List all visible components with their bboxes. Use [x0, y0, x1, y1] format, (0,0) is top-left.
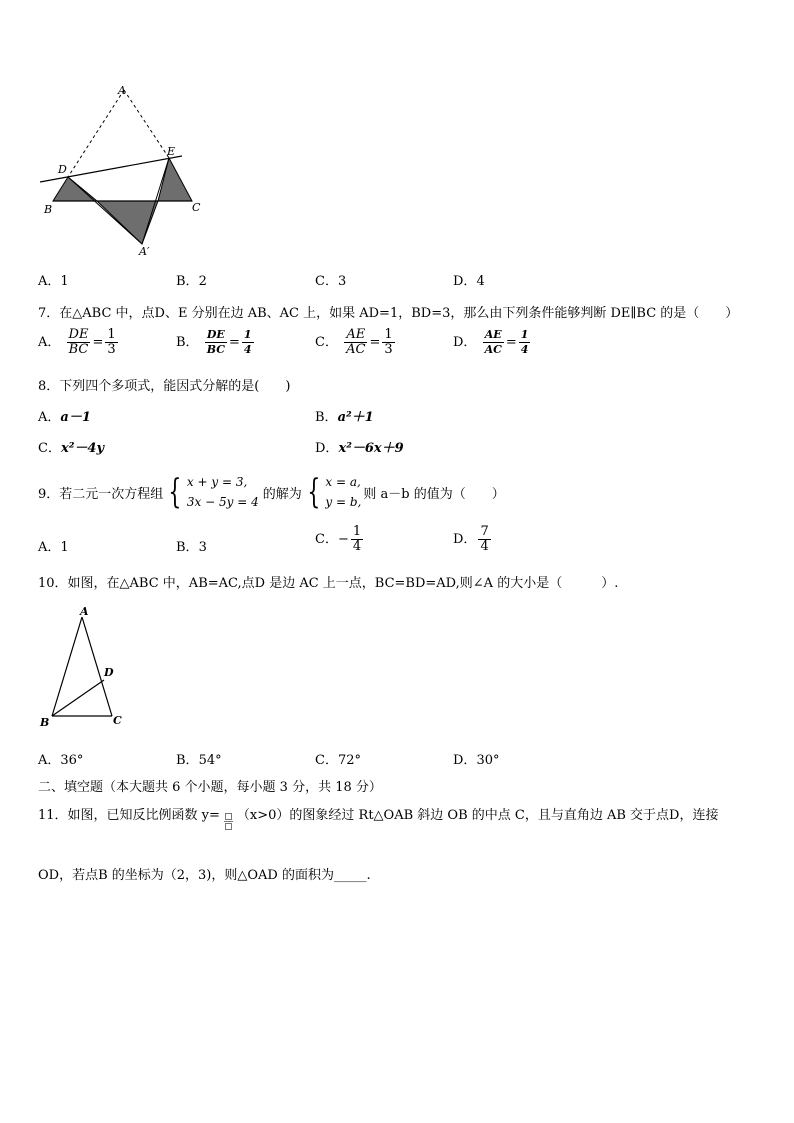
- label-c: C: [192, 201, 201, 214]
- q11-placeholder-fraction: [224, 813, 233, 830]
- label-a: A: [118, 84, 126, 97]
- shaded-triangle-right: [158, 158, 192, 201]
- q6-option-d: D．4: [453, 274, 485, 289]
- section-2-title: 二、填空题（本大题共 6 个小题，每小题 3 分，共 18 分）: [38, 780, 382, 795]
- side-ab: [52, 617, 82, 716]
- q6-option-c: C．3: [315, 274, 347, 289]
- q9-solution: [325, 472, 361, 512]
- placeholder-box-top: [225, 813, 232, 820]
- q11-line-1: [38, 804, 718, 823]
- label-e: E: [167, 145, 176, 158]
- q7-option-d: D． $\frac{AE}{AC}$ = $\frac{1}{4}$: [453, 328, 529, 356]
- q11-line1-a: 11．如图，已知反比例函数 y=: [38, 808, 220, 823]
- figure-q6-svg: [36, 82, 216, 262]
- q8-option-c: C．x²－4y: [38, 441, 104, 456]
- figure-q10: [36, 602, 136, 732]
- figure-q6: [36, 82, 216, 262]
- segment-bd: [52, 680, 104, 716]
- q8-stem: 8．下列四个多项式，能因式分解的是( ): [38, 379, 291, 394]
- placeholder-fraction-bar: [224, 821, 233, 822]
- placeholder-box-bottom: [225, 823, 232, 830]
- q9-mid: 的解为: [262, 486, 302, 502]
- label-b: B: [44, 203, 53, 216]
- q8-option-a: A．a－1: [38, 410, 91, 425]
- q10-stem: 10．如图，在△ABC 中，AB=AC,点D 是边 AC 上一点，BC=BD=AD,则∠A 的大小是（ ）.: [38, 576, 619, 591]
- q7-option-b: B． $\frac{DE}{BC}$ = $\frac{1}{4}$: [176, 328, 252, 356]
- label-a-prime: A′: [139, 245, 150, 258]
- label-a: A: [80, 605, 89, 618]
- q7-option-a: A． $\frac{DE}{BC}$ = $\frac{1}{3}$: [38, 327, 116, 357]
- label-d: D: [58, 163, 67, 176]
- q6-option-a: A．1: [38, 274, 69, 289]
- label-b: B: [40, 716, 50, 729]
- q9-option-c: C．− $\frac{1}{4}$: [315, 524, 362, 554]
- q9-option-a: A．1: [38, 540, 69, 555]
- dashed-ad: [68, 90, 124, 177]
- q8-option-b: B．a²＋1: [315, 410, 374, 425]
- q6-option-b: B．2: [176, 274, 207, 289]
- q9-eq2: 3x − 5y = 4: [186, 495, 259, 509]
- q9-sol1: x = a,: [325, 475, 361, 489]
- q10-option-a: A．36°: [38, 753, 84, 768]
- q9-stem: [38, 470, 505, 514]
- figure-q10-svg: [36, 602, 136, 732]
- q11-line1-b: （x>0）的图象经过 Rt△OAB 斜边 OB 的中点 C，且与直角边 AB 交于点D，连接: [236, 808, 719, 823]
- dashed-ae: [124, 90, 169, 158]
- label-d: D: [104, 666, 114, 679]
- q9-option-b: B．3: [176, 540, 207, 555]
- q7-option-c: C． $\frac{AE}{AC}$ = $\frac{1}{3}$: [315, 327, 393, 357]
- q9-prefix: 9．若二元一次方程组: [38, 486, 164, 502]
- q9-option-d: D． $\frac{7}{4}$: [453, 524, 489, 554]
- q9-eq1: x + y = 3,: [186, 475, 248, 489]
- q9-system: [187, 472, 259, 512]
- q10-option-d: D．30°: [453, 753, 500, 768]
- q11-line-2: OD，若点B 的坐标为（2，3)，则△OAD 的面积为_____.: [38, 868, 371, 883]
- q9-brace-2: {: [307, 472, 321, 512]
- q9-sol2: y = b,: [325, 495, 362, 509]
- q7-stem: 7．在△ABC 中，点D、E 分别在边 AB、AC 上，如果 AD=1，BD=3，那么由下列条件能够判断 DE∥BC 的是（ ）: [38, 306, 739, 321]
- q9-brace-1: {: [168, 472, 182, 512]
- q10-option-b: B．54°: [176, 753, 222, 768]
- q9-suffix: 则 a－b 的值为（ ）: [363, 486, 505, 502]
- q10-option-c: C．72°: [315, 753, 361, 768]
- label-c: C: [113, 714, 122, 727]
- q8-option-d: D．x²－6x＋9: [315, 441, 404, 456]
